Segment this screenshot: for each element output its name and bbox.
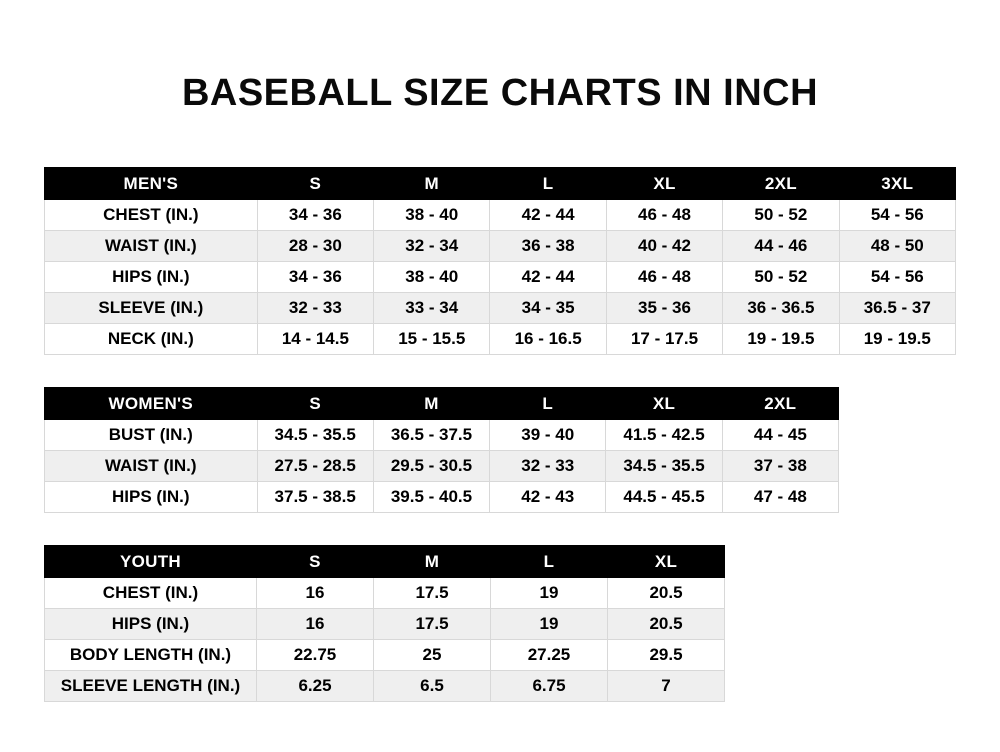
table-cell: 6.25 (257, 671, 374, 702)
table-cell: 32 - 33 (490, 451, 606, 482)
table-cell: 54 - 56 (839, 262, 955, 293)
table-row (45, 671, 725, 702)
table-cell: 28 - 30 (257, 231, 373, 262)
column-header: 2XL (722, 388, 838, 420)
table-cell: 36.5 - 37.5 (373, 420, 489, 451)
table-row (45, 200, 956, 231)
table-cell: 50 - 52 (723, 262, 839, 293)
column-header: S (257, 388, 373, 420)
table-cell: 27.25 (491, 640, 608, 671)
table-row (45, 609, 725, 640)
table-cell: 36 - 36.5 (723, 293, 839, 324)
table-cell: 17 - 17.5 (606, 324, 722, 355)
table-cell: 36.5 - 37 (839, 293, 955, 324)
table-cell: 38 - 40 (374, 262, 490, 293)
table-cell: 16 - 16.5 (490, 324, 606, 355)
mens-size-table (44, 167, 956, 355)
table-row (45, 482, 839, 513)
table-cell: 46 - 48 (606, 200, 722, 231)
row-label: CHEST (IN.) (45, 578, 257, 609)
table-cell: 34.5 - 35.5 (606, 451, 722, 482)
column-header: XL (606, 168, 722, 200)
row-label: SLEEVE LENGTH (IN.) (45, 671, 257, 702)
table-cell: 19 (491, 609, 608, 640)
table-cell: 47 - 48 (722, 482, 838, 513)
table-row (45, 451, 839, 482)
table-cell: 14 - 14.5 (257, 324, 373, 355)
row-label: SLEEVE (IN.) (45, 293, 258, 324)
table-cell: 42 - 43 (490, 482, 606, 513)
table-cell: 36 - 38 (490, 231, 606, 262)
column-header: L (491, 546, 608, 578)
table-cell: 20.5 (608, 609, 725, 640)
table-cell: 20.5 (608, 578, 725, 609)
table-cell: 54 - 56 (839, 200, 955, 231)
table-cell: 46 - 48 (606, 262, 722, 293)
table-cell: 44 - 46 (723, 231, 839, 262)
table-cell: 44.5 - 45.5 (606, 482, 722, 513)
table-cell: 44 - 45 (722, 420, 838, 451)
table-cell: 29.5 (608, 640, 725, 671)
column-header: YOUTH (45, 546, 257, 578)
row-label: BODY LENGTH (IN.) (45, 640, 257, 671)
table-cell: 48 - 50 (839, 231, 955, 262)
table-cell: 42 - 44 (490, 262, 606, 293)
table-cell: 17.5 (374, 609, 491, 640)
table-row (45, 640, 725, 671)
row-label: HIPS (IN.) (45, 482, 258, 513)
table-cell: 19 - 19.5 (723, 324, 839, 355)
table-cell: 34.5 - 35.5 (257, 420, 373, 451)
column-header: M (374, 168, 490, 200)
column-header: MEN'S (45, 168, 258, 200)
table-header-row (45, 546, 725, 578)
table-cell: 34 - 35 (490, 293, 606, 324)
row-label: HIPS (IN.) (45, 609, 257, 640)
table-cell: 38 - 40 (374, 200, 490, 231)
column-header: 2XL (723, 168, 839, 200)
table-cell: 15 - 15.5 (374, 324, 490, 355)
column-header: WOMEN'S (45, 388, 258, 420)
column-header: S (257, 168, 373, 200)
row-label: WAIST (IN.) (45, 451, 258, 482)
table-cell: 34 - 36 (257, 200, 373, 231)
tables-container (0, 167, 1000, 702)
page-title: BASEBALL SIZE CHARTS IN INCH (181, 72, 819, 114)
table-cell: 16 (257, 609, 374, 640)
table-header-row (45, 388, 839, 420)
column-header: XL (608, 546, 725, 578)
table-cell: 35 - 36 (606, 293, 722, 324)
table-cell: 33 - 34 (374, 293, 490, 324)
column-header: XL (606, 388, 722, 420)
table-row (45, 262, 956, 293)
row-label: BUST (IN.) (45, 420, 258, 451)
table-cell: 50 - 52 (723, 200, 839, 231)
column-header: L (490, 168, 606, 200)
row-label: CHEST (IN.) (45, 200, 258, 231)
table-cell: 19 - 19.5 (839, 324, 955, 355)
table-cell: 6.75 (491, 671, 608, 702)
table-cell: 7 (608, 671, 725, 702)
table-cell: 6.5 (374, 671, 491, 702)
table-cell: 34 - 36 (257, 262, 373, 293)
table-cell: 22.75 (257, 640, 374, 671)
table-row (45, 293, 956, 324)
column-header: M (374, 546, 491, 578)
table-cell: 29.5 - 30.5 (373, 451, 489, 482)
table-cell: 25 (374, 640, 491, 671)
column-header: 3XL (839, 168, 955, 200)
table-cell: 27.5 - 28.5 (257, 451, 373, 482)
table-cell: 41.5 - 42.5 (606, 420, 722, 451)
table-cell: 32 - 34 (374, 231, 490, 262)
table-cell: 40 - 42 (606, 231, 722, 262)
column-header: L (490, 388, 606, 420)
table-cell: 39 - 40 (490, 420, 606, 451)
table-row (45, 420, 839, 451)
youth-size-table (44, 545, 725, 702)
table-cell: 32 - 33 (257, 293, 373, 324)
table-cell: 39.5 - 40.5 (373, 482, 489, 513)
table-cell: 37.5 - 38.5 (257, 482, 373, 513)
table-cell: 19 (491, 578, 608, 609)
table-cell: 37 - 38 (722, 451, 838, 482)
row-label: WAIST (IN.) (45, 231, 258, 262)
row-label: HIPS (IN.) (45, 262, 258, 293)
table-row (45, 578, 725, 609)
table-cell: 17.5 (374, 578, 491, 609)
table-header-row (45, 168, 956, 200)
table-cell: 42 - 44 (490, 200, 606, 231)
table-row (45, 324, 956, 355)
column-header: M (373, 388, 489, 420)
table-cell: 16 (257, 578, 374, 609)
row-label: NECK (IN.) (45, 324, 258, 355)
table-row (45, 231, 956, 262)
womens-size-table (44, 387, 839, 513)
column-header: S (257, 546, 374, 578)
